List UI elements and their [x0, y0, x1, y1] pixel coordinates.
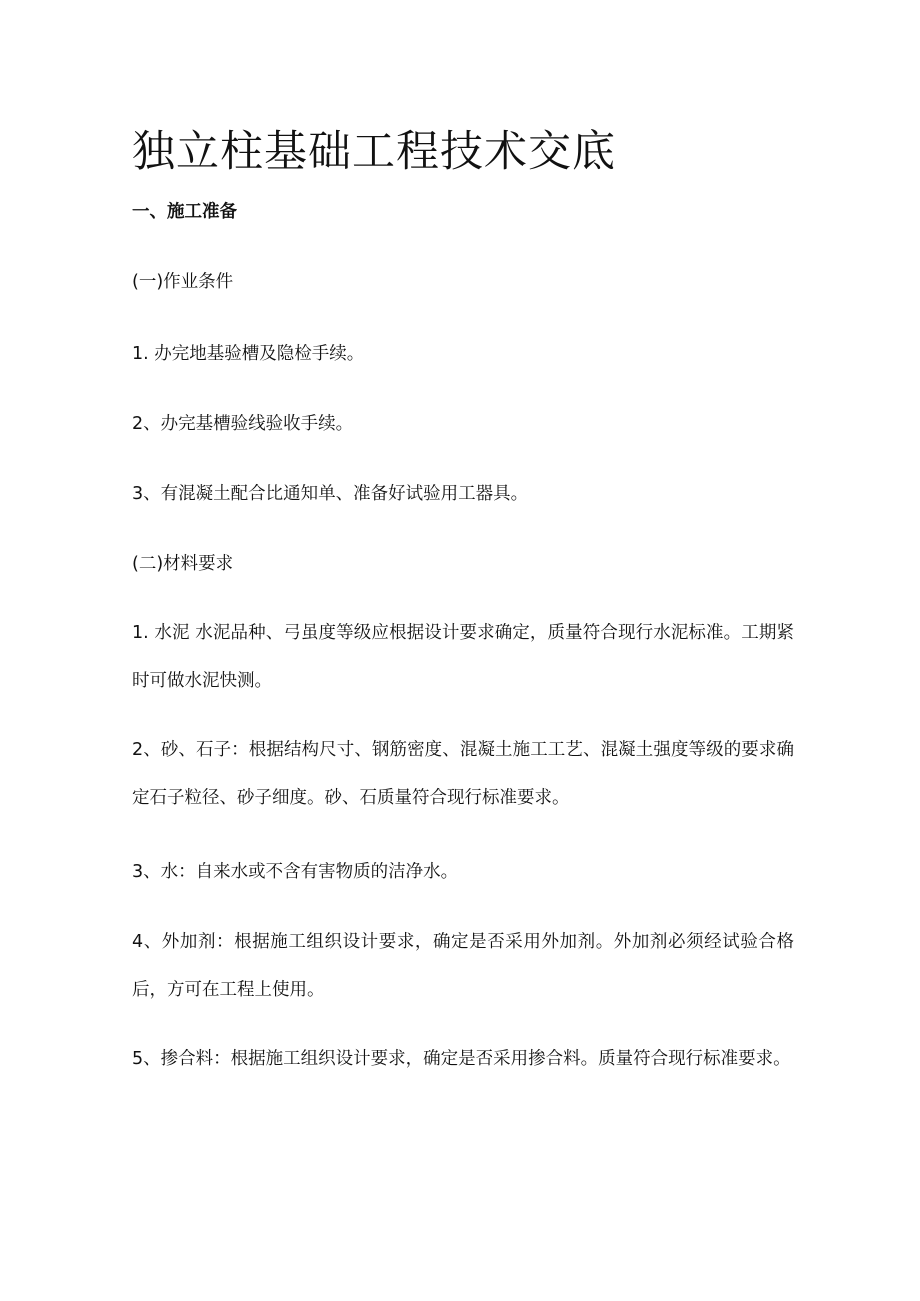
list-item: 1. 办完地基验槽及隐检手续。 [132, 344, 365, 364]
document-title: 独立柱基础工程技术交底 [132, 127, 616, 177]
list-item: 2、砂、石子：根据结构尺寸、钢筋密度、混凝土施工工艺、混凝土强度等级的要求确定石子粒径、砂子细度。砂、石质量符合现行标准要求。 [132, 740, 794, 808]
list-item: 2、办完基槽验线验收手续。 [132, 414, 354, 434]
list-item: 3、有混凝土配合比通知单、准备好试验用工器具。 [132, 484, 529, 504]
subsection-heading-work-conditions: (一)作业条件 [132, 272, 234, 292]
list-item: 1. 水泥 水泥品种、弓虽度等级应根据设计要求确定，质量符合现行水泥标准。工期紧时可做水泥快测。 [132, 623, 794, 691]
list-item: 4、外加剂：根据施工组织设计要求，确定是否采用外加剂。外加剂必须经试验合格后，方可在工程上使用。 [132, 932, 794, 1000]
list-item: 3、水：自来水或不含有害物质的洁净水。 [132, 862, 459, 882]
subsection-heading-material-requirements: (二)材料要求 [132, 554, 234, 574]
list-item: 5、掺合料：根据施工组织设计要求，确定是否采用掺合料。质量符合现行标准要求。 [132, 1049, 791, 1069]
section-heading-construction-preparation: 一、施工准备 [132, 202, 237, 222]
